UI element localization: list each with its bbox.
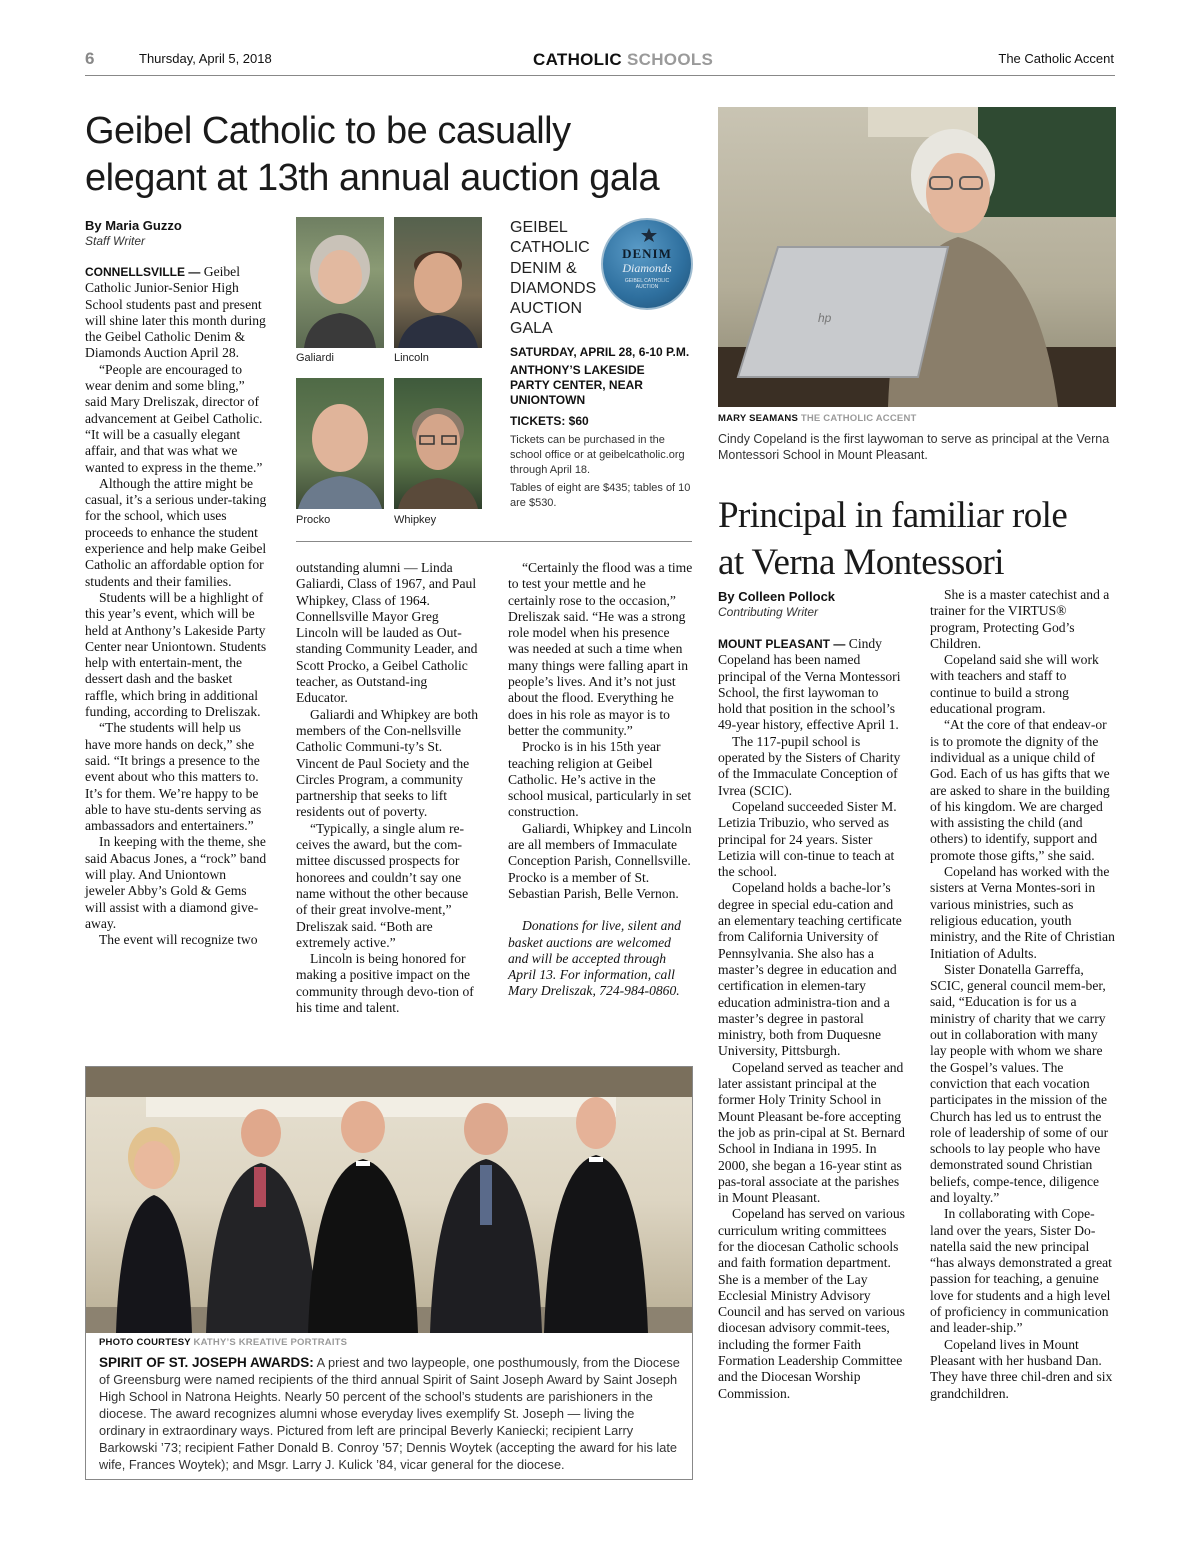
infobox-title-line: DIAMONDS [510,279,597,297]
article2-col2 [930,587,1115,1402]
paragraph: “At the core of that endeav-or is to promote the dignity of the individual as a unique child of God. Each of us has gifts that we are asked to share in the building of his kingdom. We are charged with assisting the child (and others) to identify, support and promote those gifts,” she said. [930,717,1110,863]
credit-name: PHOTO COURTESY [99,1337,191,1348]
awards-photo [86,1067,692,1333]
article1-divider [296,541,692,542]
article1-headline-line2: elegant at 13th annual auction gala [85,157,660,199]
article1-headline [85,108,705,202]
paragraph: Procko is in his 15th year teaching religion at Geibel Catholic. He’s active in the school musical, particularly in set construction. [508,739,692,820]
paragraph: She is a master catechist and a trainer for the VIRTUS® program, Protecting God’s Children. [930,587,1110,651]
paragraph: Lincoln is being honored for making a positive impact on the community through devo-tion of his time and talent. [296,951,474,1016]
logo-text-top: DENIM [622,246,672,261]
paragraph: Copeland has served on various curriculum writing committees for the diocesan Catholic schools and faith formation department. She is a member of the Lay Ecclesial Ministry Advisory Council and has served on various diocesan advisory commit-tees, including the former Faith Formation Leadership Committee and the Diocesan Worship Commission. [718,1206,905,1401]
credit-org: THE CATHOLIC ACCENT [800,413,917,424]
paragraph: Geibel Catholic Junior-Senior High School students past and present will shine later this month during the Geibel Catholic Denim & Diamonds Auction April 28. [85,264,266,361]
principal-photo-caption: Cindy Copeland is the first laywoman to serve as principal at the Verna Montessori School in Mount Pleasant. [718,432,1110,462]
infobox-title-line: AUCTION [510,300,582,318]
article1-byline: By Maria Guzzo [85,218,182,233]
paragraph: Students will be a highlight of this year’s event, which will be held at Anthony’s Lakeside Party Center near Uniontown. Students help with entertain-ment, the dessert dash and the basket raffle, which bring in additional funding, according to Dreliszak. [85,589,267,720]
infobox-title-line: DENIM & [510,259,577,277]
section-title [533,50,713,70]
infobox-when: SATURDAY, APRIL 28, 6-10 P.M. [510,345,690,359]
paragraph: Cindy Copeland has been named principal of the Verna Montessori School, the first laywoman to hold that position in the school’s 49-year history, effective April 1. [718,636,901,733]
article2-headline-line2: at Verna Montessori [718,542,1004,583]
paragraph: “The students will help us have more hands on deck,” she said. “It brings a presence to the event about who this matters to. It’s for them. We’re happy to be able to have stu-dents serving as ambassadors and entertainers.” [85,720,262,834]
logo-text-small: GEIBEL CATHOLIC AUCTION [624,278,670,290]
article2-col1 [718,636,905,1402]
infobox-title-line: GEIBEL [510,219,568,236]
headshot-lincoln [394,217,482,348]
procko-photo-icon [296,378,384,509]
caption-lead: SPIRIT OF ST. JOSEPH AWARDS: [99,1355,314,1370]
article1-dateline: CONNELLSVILLE — [85,265,201,279]
paragraph: Galiardi, Whipkey and Lincoln are all members of Immaculate Conception Parish, Connellsville. Procko is a member of St. Sebastian Parish, Belle Vernon. [508,820,692,901]
credit-org: KATHY’S KREATIVE PORTRAITS [193,1337,348,1348]
article1-col2 [296,560,482,1016]
principal-photo [718,107,1116,407]
fleur-de-lis-icon [641,228,657,242]
paragraph: The event will recognize two [99,932,258,948]
paragraph: “Certainly the flood was a time to test your mettle and he certainly rose to the occasion,” Dreliszak said. “He was a strong role model when his presence was needed at such a time when many things were falling apart in people’s lives. And it’s not just about the flood. Everything he does in his role as mayor is to better the community.” [508,560,693,738]
article2-headline [718,492,1118,586]
article1-col3 [508,560,694,1000]
paragraph: The 117-pupil school is operated by the Sisters of Charity of the Immaculate Conception of Ivrea (SCIC). [718,733,901,798]
paragraph: Copeland holds a bache-lor’s degree in special edu-cation and an elementary teaching certificate from California University of Pennsylvania. She also has a master’s degree in education and certification in elemen-tary education administra-tion and a master’s degree in pastoral ministry, both from Duquesne University, Pittsburgh. [718,880,902,1059]
section-title-b: SCHOOLS [627,50,714,69]
article2-dateline: MOUNT PLEASANT — [718,637,846,651]
infobox-title-line: CATHOLIC [510,239,590,257]
paragraph: In keeping with the theme, she said Abacus Jones, a “rock” band will play. And Uniontown jeweler Abby’s Gold & Gems will assist with a diamond give-away. [85,834,267,931]
header-rule [85,75,1115,76]
principal-photo-credit [718,413,917,424]
svg-text:hp: hp [818,311,832,325]
headshot-galiardi [296,217,384,348]
awards-photo-caption [99,1354,682,1473]
paragraph: “People are encouraged to wear denim and some bling,” said Mary Dreliszak, director of advancement at Geibel Catholic. “It will be a casually elegant affair, and that was what we wanted to express in the theme.” [85,361,263,475]
article2-headline-line1: Principal in familiar role [718,495,1068,536]
section-title-a: CATHOLIC [533,50,622,69]
awards-group-photo-icon [86,1067,692,1333]
paragraph: outstanding alumni — Linda Galiardi, Class of 1967, and Paul Whipkey, Class of 1964. Connellsville Mayor Greg Lincoln will be lauded as Out-standing Community Leader, and Scott Procko, a Geibel Catholic teacher, as Outstand-ing Educator. [296,560,478,706]
paragraph: Galiardi and Whipkey are both members of the Con-nellsville Catholic Communi-ty’s St. Vincent de Paul Society and the Circles Program, a community partnership that seeks to lift residents out of poverty. [296,706,479,820]
principal-photo-icon [718,107,1116,407]
infobox-tickets: TICKETS: $60 [510,414,589,428]
issue-date: Thursday, April 5, 2018 [139,51,272,66]
paragraph: “Typically, a single alum re-ceives the award, but the com-mittee discussed prospects for honorees and couldn’t say one name without the other because of their great involve-ment,” Dreliszak said. “Both are extremely active.” [296,820,469,950]
article1-col1 [85,264,268,948]
paragraph: Copeland succeeded Sister M. Letizia Tribuzio, who served as principal for 24 years. Sister Letizia will con-tinue to teach at the school. [718,798,897,880]
article1-byline-role: Staff Writer [85,234,146,248]
infobox-tables: Tables of eight are $435; tables of 10 are $530. [510,482,691,509]
headshot-whipkey [394,378,482,509]
paragraph: Copeland served as teacher and later assistant principal at the former Holy Trinity School in Mount Pleasant be-fore accepting the job as prin-cipal at St. Bernard School in Indiana in 1995. In 2000, she began a 16-year stint as pas-toral associate at the parishes in Mount Pleasant. [718,1059,905,1206]
infobox-title [510,218,610,340]
paragraph: Copeland said she will work with teachers and staff to continue to build a strong educational program. [930,652,1099,717]
headshot-procko [296,378,384,509]
galiardi-photo-icon [296,217,384,348]
logo-text-bottom: Diamonds [622,261,672,275]
infobox-where: ANTHONY’S LAKESIDE PARTY CENTER, NEAR UNIONTOWN [510,363,645,407]
awards-photo-credit [99,1337,347,1348]
credit-name: MARY SEAMANS [718,413,798,424]
paragraph: Copeland has worked with the sisters at Verna Montes-sori in various ministries, such as religious education, youth ministry, and the Rite of Christian Initiation of Adults. [930,864,1115,961]
caption-text: A priest and two laypeople, one posthumously, from the Diocese of Greensburg were named recipients of the third annual Spirit of Saint Joseph Award by Saint Joseph High School in Natrona Heights. Nearly 50 percent of the school’s students are parishioners in the diocese. The award recognizes alumni whose everyday lives exemplify St. Joseph — living the ordinary in extraordinary ways. Pictured from left are principal Beverly Kaniecki; recipient Larry Barkowski ’73; recipient Father Donald B. Conroy ’57; Dennis Woytek (accepting the award for his late wife, Frances Woytek); and Msgr. Larry J. Kulick ’84, vicar general for the diocese. [99,1355,680,1472]
article1-italic-note: Donations for live, silent and basket auctions are welcomed and will be accepted through April 13. For information, call Mary Dreliszak, 724-984-0860. [508,918,681,999]
article2-byline: By Colleen Pollock [718,589,836,604]
infobox-title-line: GALA [510,320,553,338]
lincoln-photo-icon [394,217,482,348]
headshot-label-whipkey: Whipkey [394,514,437,526]
headshot-label-procko: Procko [296,514,331,526]
publication-name: The Catholic Accent [998,51,1114,66]
headshot-label-galiardi: Galiardi [296,352,334,364]
paragraph: Although the attire might be casual, it’s a serious under-taking for the school, which uses proceeds to enhance the student experience and help make Geibel Catholic an affordable option for students and their families. [85,475,267,589]
article2-byline-role: Contributing Writer [718,605,819,619]
whipkey-photo-icon [394,378,482,509]
paragraph: Sister Donatella Garreffa, SCIC, general council mem-ber, said, “Education is for us a ministry of charity that we carry out in collaboration with many lay people with whom we share the Gospel’s values. The conviction that each vocation participates in the mission of the Church has led us to entrust the role of leadership of some of our schools to lay people who have demonstrated sound Christian beliefs, compe-tence, diligence and loyalty.” [930,961,1109,1205]
headshot-label-lincoln: Lincoln [394,352,429,364]
page-number: 6 [85,49,95,68]
article1-headline-line1: Geibel Catholic to be casually [85,110,571,152]
paragraph: Copeland lives in Mount Pleasant with her husband Dan. They have three chil-dren and six grandchildren. [930,1336,1113,1401]
infobox-purchase: Tickets can be purchased in the school office or at geibelcatholic.org through April 18. [510,434,685,476]
paragraph: In collaborating with Cope-land over the years, Sister Do-natella said the new principal “has always demonstrated a great passion for teaching, a genuine love for students and a high level of proficiency in communication and leader-ship.” [930,1206,1112,1336]
denim-diamonds-logo [601,218,693,310]
